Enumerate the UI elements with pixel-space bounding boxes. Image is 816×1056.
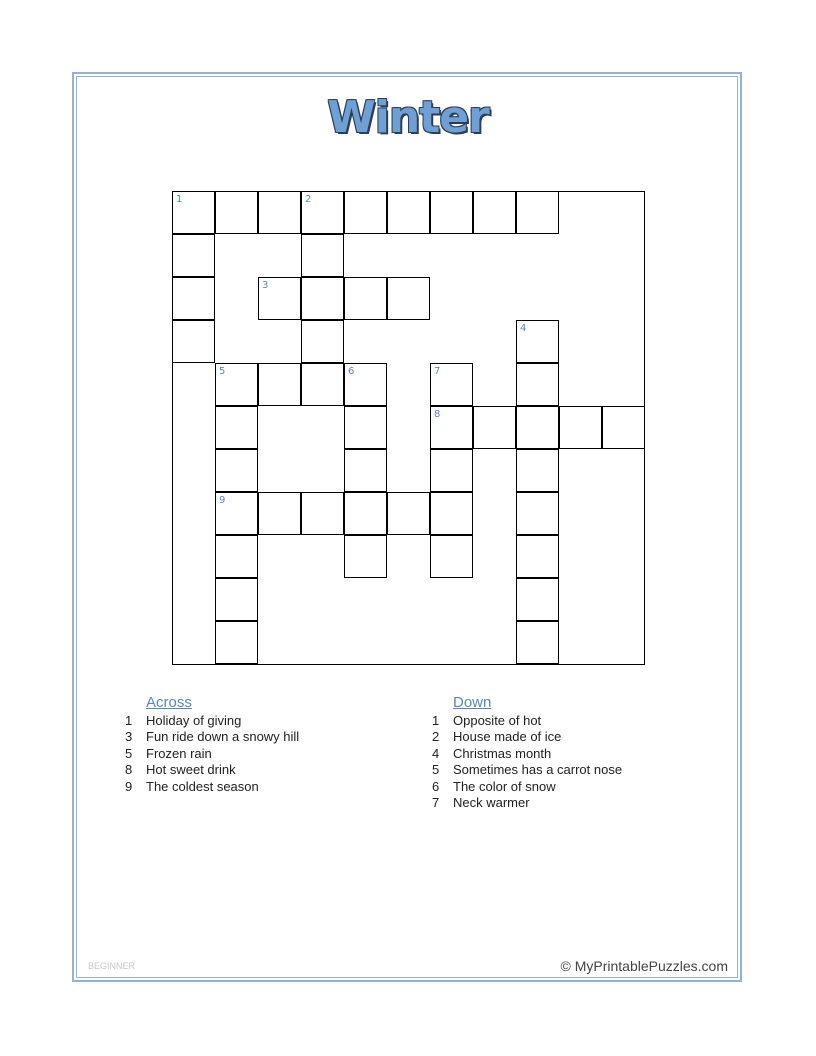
- clue-text: Hot sweet drink: [146, 762, 236, 778]
- grid-cell[interactable]: [258, 277, 301, 320]
- credit-link[interactable]: © MyPrintablePuzzles.com: [560, 958, 728, 974]
- down-list: [432, 713, 622, 811]
- down-clues: [432, 694, 622, 811]
- grid-cell[interactable]: [301, 363, 344, 406]
- grid-cell[interactable]: [430, 363, 473, 406]
- grid-cell[interactable]: [344, 406, 387, 449]
- across-clues: [125, 694, 299, 795]
- clue-number: 6: [432, 778, 440, 794]
- across-heading: Across: [146, 694, 192, 711]
- clue-number: 7: [434, 366, 441, 377]
- clue-number: 5: [219, 366, 226, 377]
- down-clue: [432, 713, 622, 729]
- grid-cell[interactable]: [516, 320, 559, 363]
- grid-cell[interactable]: [430, 191, 473, 234]
- grid-cell[interactable]: [430, 492, 473, 535]
- down-heading: Down: [453, 694, 492, 711]
- across-clue: [125, 713, 299, 729]
- clue-text: Fun ride down a snowy hill: [146, 729, 300, 745]
- crossword-grid: [172, 191, 645, 665]
- clue-number: 1: [432, 713, 440, 728]
- clue-text: Opposite of hot: [453, 713, 542, 728]
- grid-cell[interactable]: [344, 191, 387, 234]
- clue-number: 1: [125, 713, 133, 728]
- puzzle-title: Winter: [327, 92, 489, 143]
- down-clue: [432, 746, 622, 762]
- grid-cell[interactable]: [344, 449, 387, 492]
- across-clue: [125, 729, 299, 745]
- grid-cell[interactable]: [516, 406, 559, 449]
- clue-number: 5: [125, 745, 133, 761]
- grid-cell[interactable]: [258, 363, 301, 406]
- grid-cell[interactable]: [387, 191, 430, 234]
- clue-number: 6: [348, 366, 355, 377]
- clue-number: 5: [432, 762, 440, 778]
- grid-cell[interactable]: [258, 492, 301, 535]
- clue-number: 3: [262, 280, 269, 291]
- clue-number: 1: [176, 194, 183, 205]
- clue-number: 8: [434, 409, 441, 420]
- down-clue: [432, 795, 622, 811]
- grid-cell[interactable]: [344, 535, 387, 578]
- clue-number: 4: [432, 745, 440, 761]
- across-clue: [125, 762, 299, 778]
- grid-cell[interactable]: [602, 406, 645, 449]
- clue-text: Holiday of giving: [146, 713, 242, 728]
- clue-text: The color of snow: [453, 778, 556, 794]
- down-clue: [432, 729, 622, 745]
- clue-number: 3: [125, 729, 133, 745]
- clue-number: 7: [432, 795, 440, 811]
- grid-cell[interactable]: [301, 492, 344, 535]
- grid-cell[interactable]: [516, 363, 559, 406]
- difficulty-label: BEGINNER: [88, 961, 136, 971]
- grid-cell[interactable]: [301, 191, 344, 234]
- grid-cell[interactable]: [516, 535, 559, 578]
- clue-text: Christmas month: [453, 745, 552, 761]
- grid-cell[interactable]: [344, 363, 387, 406]
- clue-text: Frozen rain: [146, 745, 212, 761]
- grid-cell[interactable]: [387, 492, 430, 535]
- grid-cell[interactable]: [172, 191, 215, 234]
- clue-number: 9: [125, 778, 133, 794]
- grid-cell[interactable]: [172, 234, 215, 277]
- grid-cell[interactable]: [215, 449, 258, 492]
- grid-cell[interactable]: [430, 406, 473, 449]
- clue-text: The coldest season: [146, 778, 259, 794]
- grid-cell[interactable]: [387, 277, 430, 320]
- clue-text: Sometimes has a carrot nose: [453, 762, 623, 778]
- across-list: [125, 713, 299, 795]
- down-clue: [432, 779, 622, 795]
- clue-number: 2: [432, 729, 440, 745]
- down-clue: [432, 762, 622, 778]
- grid-cell[interactable]: [172, 320, 215, 363]
- grid-cell[interactable]: [301, 277, 344, 320]
- clue-text: Neck warmer: [453, 795, 530, 811]
- grid-cell[interactable]: [516, 191, 559, 234]
- grid-cell[interactable]: [215, 492, 258, 535]
- clue-number: 8: [125, 762, 133, 778]
- grid-cell[interactable]: [258, 191, 301, 234]
- grid-cell[interactable]: [516, 621, 559, 664]
- grid-cell[interactable]: [344, 277, 387, 320]
- grid-cell[interactable]: [301, 234, 344, 277]
- grid-cell[interactable]: [172, 277, 215, 320]
- clue-number: 4: [520, 323, 527, 334]
- grid-cell[interactable]: [215, 191, 258, 234]
- grid-cell[interactable]: [430, 449, 473, 492]
- grid-cell[interactable]: [215, 621, 258, 664]
- grid-cell[interactable]: [516, 492, 559, 535]
- grid-cell[interactable]: [215, 363, 258, 406]
- clue-text: House made of ice: [453, 729, 562, 745]
- grid-cell[interactable]: [344, 492, 387, 535]
- grid-cell[interactable]: [473, 191, 516, 234]
- grid-cell[interactable]: [215, 406, 258, 449]
- grid-cell[interactable]: [215, 535, 258, 578]
- grid-cell[interactable]: [516, 578, 559, 621]
- grid-cell[interactable]: [473, 406, 516, 449]
- grid-cell[interactable]: [215, 578, 258, 621]
- grid-cell[interactable]: [559, 406, 602, 449]
- grid-cell[interactable]: [430, 535, 473, 578]
- grid-cell[interactable]: [301, 320, 344, 363]
- across-clue: [125, 779, 299, 795]
- clue-number: 2: [305, 194, 312, 205]
- across-clue: [125, 746, 299, 762]
- grid-cell[interactable]: [516, 449, 559, 492]
- clue-number: 9: [219, 495, 226, 506]
